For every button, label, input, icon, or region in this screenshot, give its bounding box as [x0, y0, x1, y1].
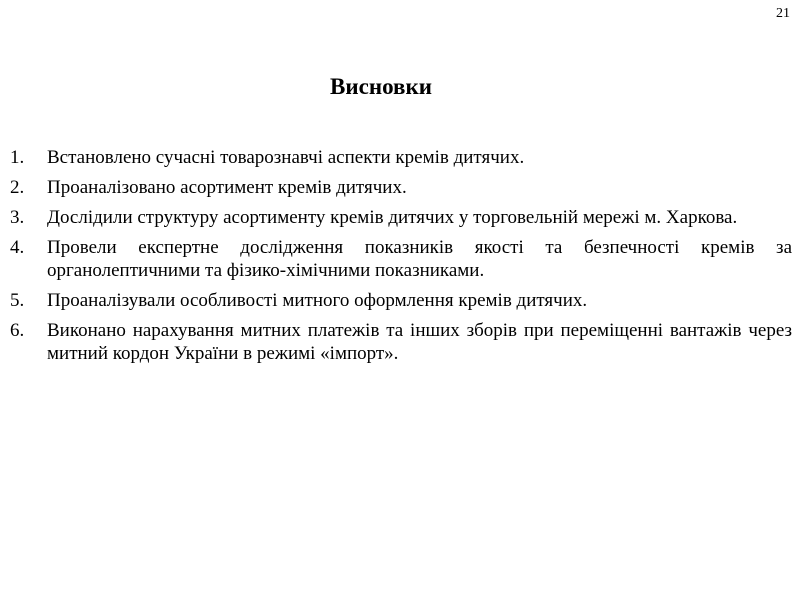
list-item-text: Виконано нарахування митних платежів та інших зборів при переміщенні вантажів через митний кордон України в режимі «імпорт». — [47, 320, 792, 364]
list-item-number: 5. — [10, 290, 25, 311]
list-item-text: Провели експертне дослідження показників якості та безпечності кремів за органолептичними та фізико-хімічними показниками. — [47, 237, 792, 281]
list-item-number: 6. — [10, 320, 25, 341]
list-item-number: 4. — [10, 237, 25, 258]
list-item-number: 2. — [10, 177, 25, 198]
list-item — [10, 289, 792, 312]
list-item — [10, 146, 792, 169]
list-item-text: Встановлено сучасні товарознавчі аспекти кремів дитячих. — [47, 147, 525, 168]
list-item — [10, 176, 792, 199]
page-title: Висновки — [330, 74, 432, 99]
list-item — [10, 319, 792, 365]
list-item-text: Проаналізували особливості митного оформлення кремів дитячих. — [47, 290, 588, 311]
list-item-number: 3. — [10, 207, 25, 228]
conclusions-list — [10, 146, 792, 372]
list-item-text: Проаналізовано асортимент кремів дитячих. — [47, 177, 407, 198]
list-item — [10, 206, 792, 229]
list-item-text: Дослідили структуру асортименту кремів дитячих у торговельній мережі м. Харкова. — [47, 207, 738, 228]
list-item — [10, 236, 792, 282]
list-item-number: 1. — [10, 147, 25, 168]
page-number: 21 — [776, 6, 790, 21]
